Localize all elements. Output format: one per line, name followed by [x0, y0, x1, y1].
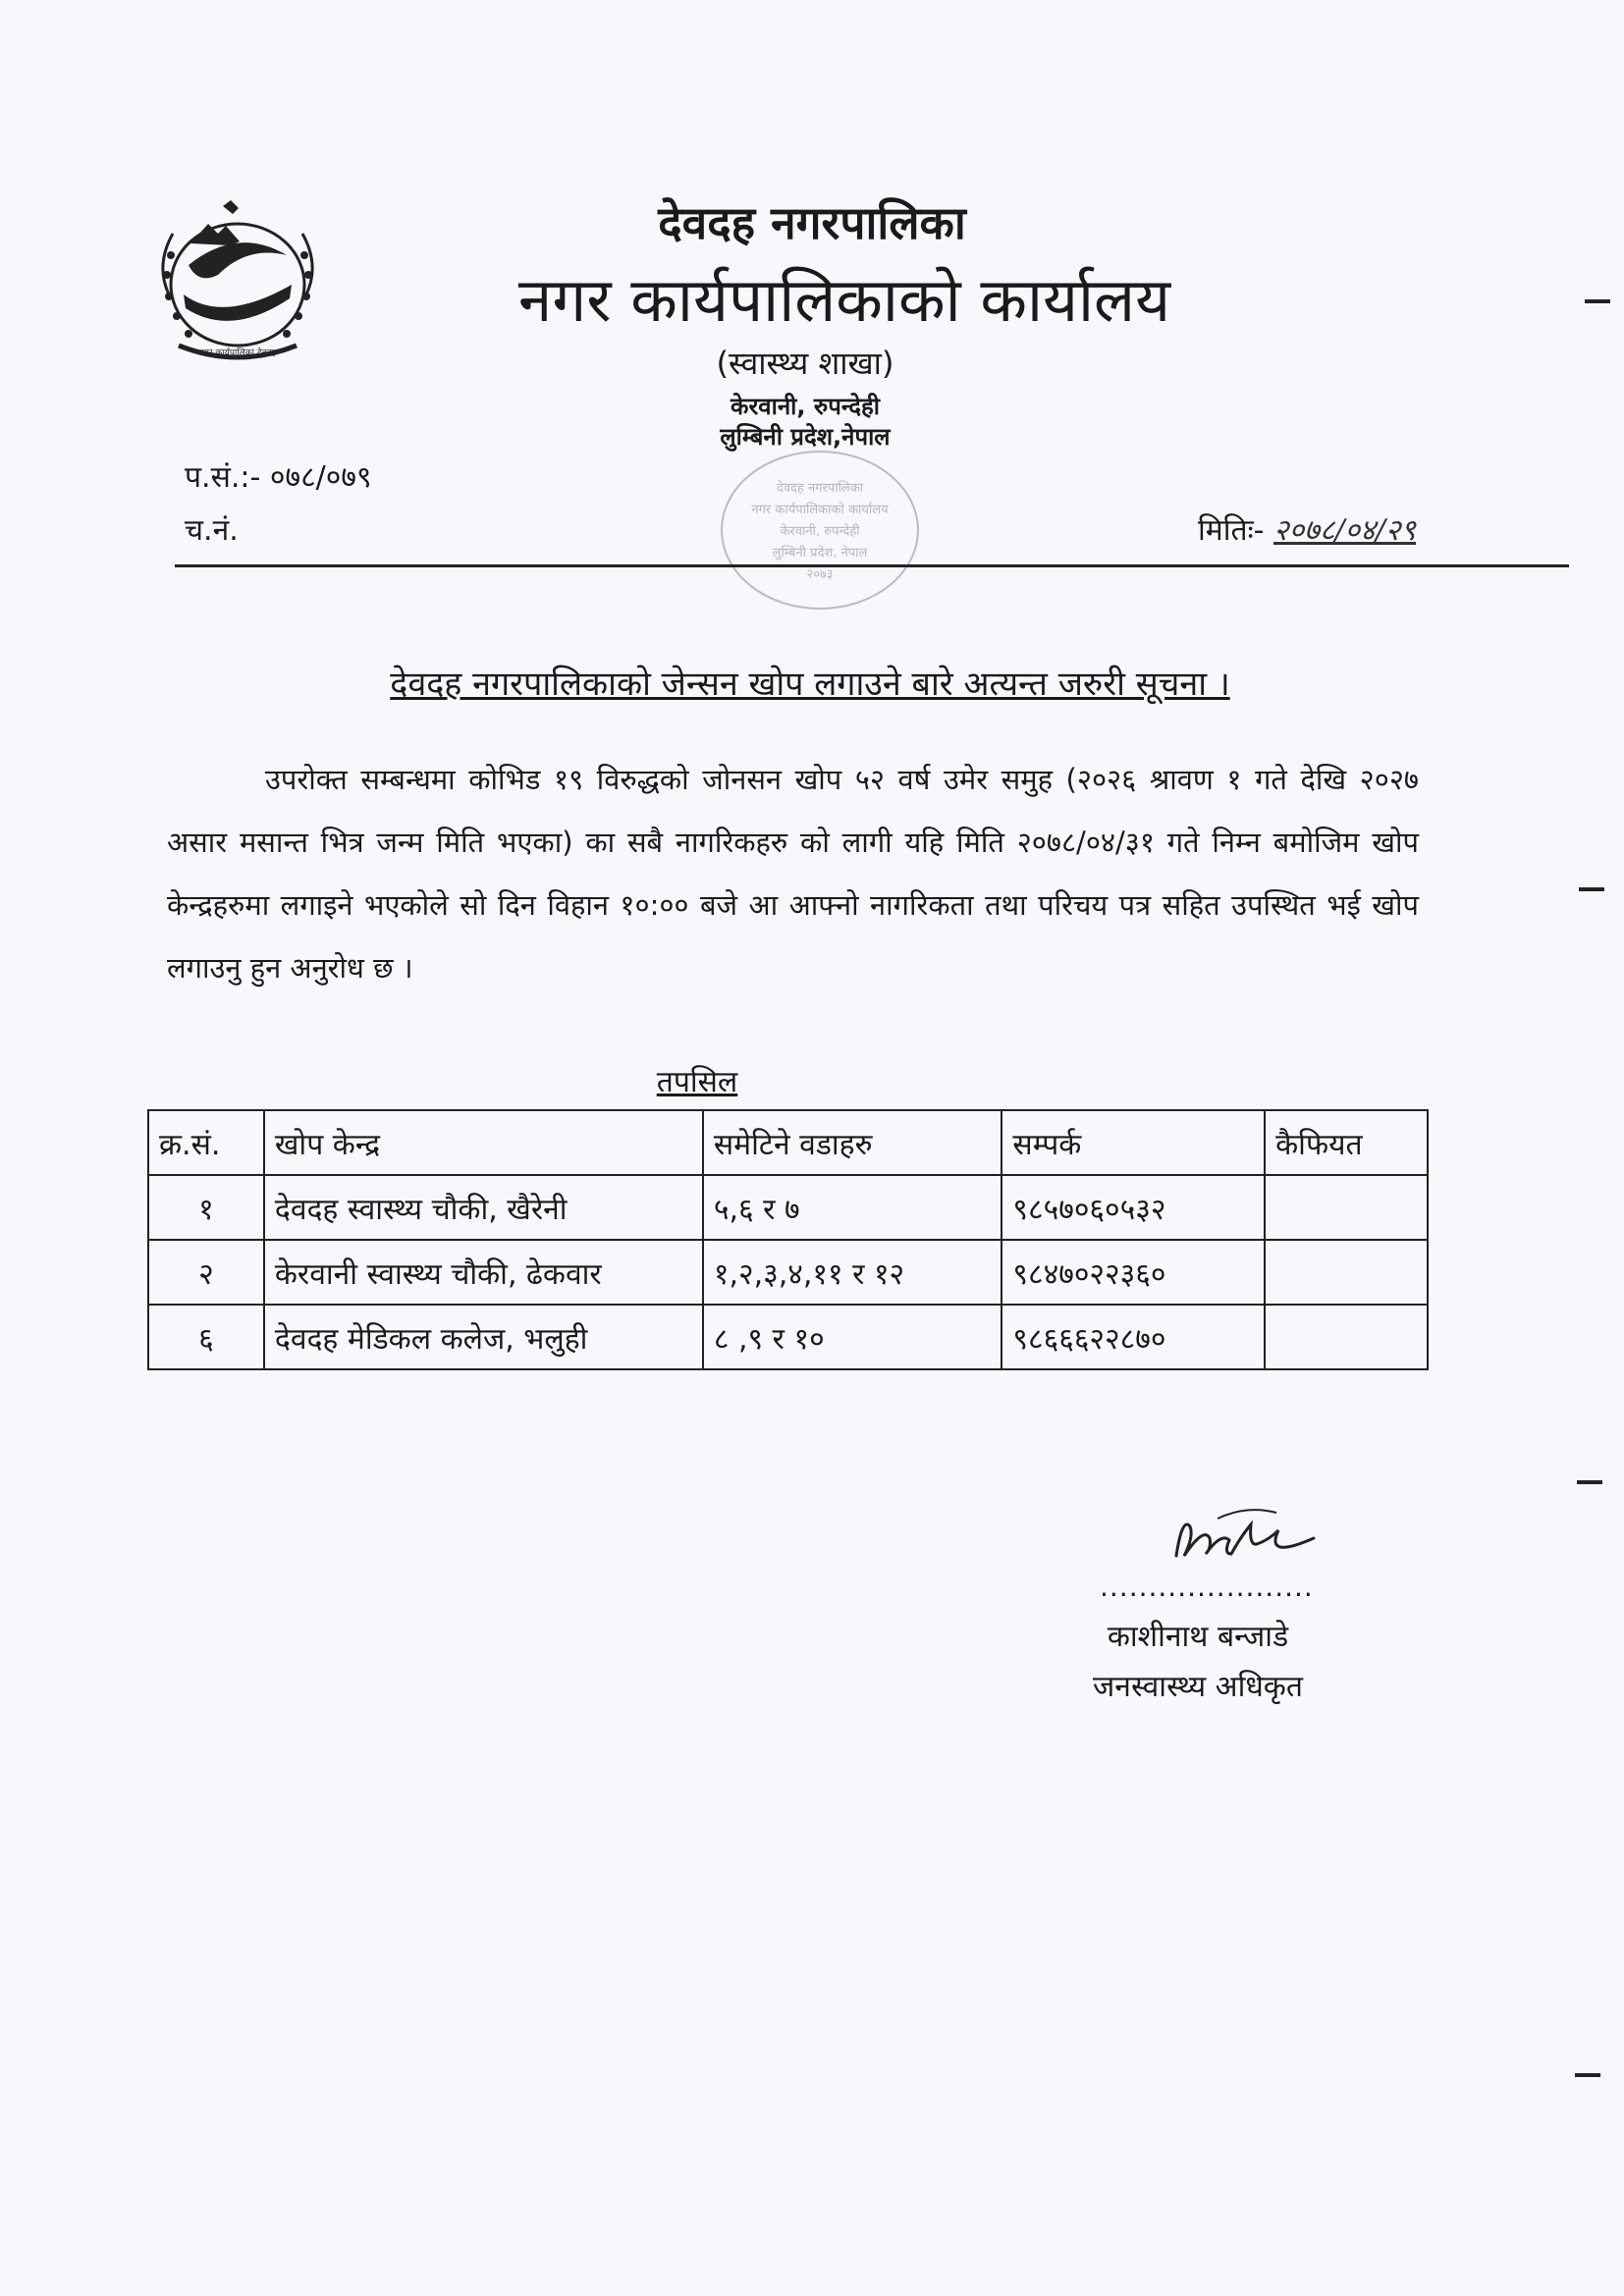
scan-mark [1577, 1480, 1602, 1484]
notice-body: उपरोक्त सम्बन्धमा कोभिड १९ विरुद्धको जोनसन खोप ५२ वर्ष उमेर समुह (२०२६ श्रावण १ गते देखि २०२७ असार मसान्त भित्र जन्म मिति भएका) का सबै नागरिकहरु को लागी यहि मिति २०७८/०४/३१ गते निम्न बमोजिम खोप केन्द्रहरुमा लगाइने भएकोले सो दिन विहान १०:०० बजे आ आफ्नो नागरिकता तथा परिचय पत्र सहित उपस्थित भई खोप लगाउनु हुन अनुरोध छ । [167, 763, 1419, 985]
reference-value: ०७८/०७९ [269, 460, 372, 495]
stamp-line-3: केरवानी, रुपन्देही [780, 524, 860, 539]
notice-subject: देवदह नगरपालिकाको जेन्सन खोप लगाउने बारे अत्यन्त जरुरी सूचना । [390, 665, 1230, 704]
cell-serial: १ [148, 1175, 264, 1240]
header-divider [175, 564, 1569, 567]
office-name: नगर कार्यपालिकाको कार्यालय [517, 264, 1171, 336]
header-wards: समेटिने वडाहरु [703, 1110, 1002, 1175]
vaccination-centers-table [147, 1109, 1429, 1370]
address-line-1: केरवानी, रुपन्देही [731, 393, 880, 420]
table-header-row [148, 1110, 1428, 1175]
letter-date [1198, 508, 1416, 549]
section-name: (स्वास्थ्य शाखा) [716, 345, 894, 382]
reference-number [185, 455, 372, 496]
cell-contact: ९८५७०६०५३२ [1001, 1175, 1265, 1240]
header-center: खोप केन्द्र [264, 1110, 703, 1175]
header-remarks: कैफियत [1265, 1110, 1428, 1175]
table-row [148, 1305, 1428, 1369]
cell-serial: ६ [148, 1305, 264, 1369]
table-row [148, 1240, 1428, 1305]
cell-remarks [1265, 1305, 1428, 1369]
cell-contact: ९८४७०२२३६० [1001, 1240, 1265, 1305]
header-contact: सम्पर्क [1001, 1110, 1265, 1175]
scan-mark [1575, 2073, 1600, 2077]
signatory-name: काशीनाथ बन्जाडे [1107, 1620, 1289, 1654]
header-serial: क्र.सं. [148, 1110, 264, 1175]
cell-center: देवदह स्वास्थ्य चौकी, खैरेनी [264, 1175, 703, 1240]
office-stamp-icon [717, 447, 923, 614]
handwritten-signature-icon [1159, 1487, 1326, 1575]
table-caption: तपसिल [656, 1065, 738, 1099]
cell-remarks [1265, 1175, 1428, 1240]
cell-center: देवदह मेडिकल कलेज, भलुही [264, 1305, 703, 1369]
reference-label: प.सं.:- [185, 460, 261, 495]
cell-center: केरवानी स्वास्थ्य चौकी, ढेकवार [264, 1240, 703, 1305]
table-row [148, 1175, 1428, 1240]
stamp-line-2: नगर कार्यपालिकाको कार्यालय [751, 503, 889, 517]
address-line-2: लुम्बिनी प्रदेश,नेपाल [720, 423, 891, 451]
emblem-text: नगर कार्यपालिका देवदह [198, 348, 277, 358]
signatory-title: जनस्वास्थ्य अधिकृत [1093, 1670, 1303, 1704]
scan-mark [1585, 299, 1610, 303]
date-value: २०७८/०४/२९ [1273, 513, 1417, 548]
date-label: मितिः- [1198, 513, 1265, 548]
scan-mark [1579, 887, 1604, 891]
stamp-line-4: लुम्बिनी प्रदेश, नेपाल [772, 546, 868, 561]
stamp-line-5: २०७३ [806, 567, 834, 582]
cell-wards: ५,६ र ७ [703, 1175, 1002, 1240]
cell-serial: २ [148, 1240, 264, 1305]
stamp-line-1: देवदह नगरपालिका [776, 481, 864, 496]
municipality-name: देवदह नगरपालिका [658, 196, 966, 249]
cell-remarks [1265, 1240, 1428, 1305]
cell-wards: १,२,३,४,११ र १२ [703, 1240, 1002, 1305]
signature-line: ...................... [1100, 1571, 1314, 1603]
chalani-label: च.नं. [185, 513, 239, 548]
cell-wards: ८ ,९ र १० [703, 1305, 1002, 1369]
cell-contact: ९८६६६२२८७० [1001, 1305, 1265, 1369]
